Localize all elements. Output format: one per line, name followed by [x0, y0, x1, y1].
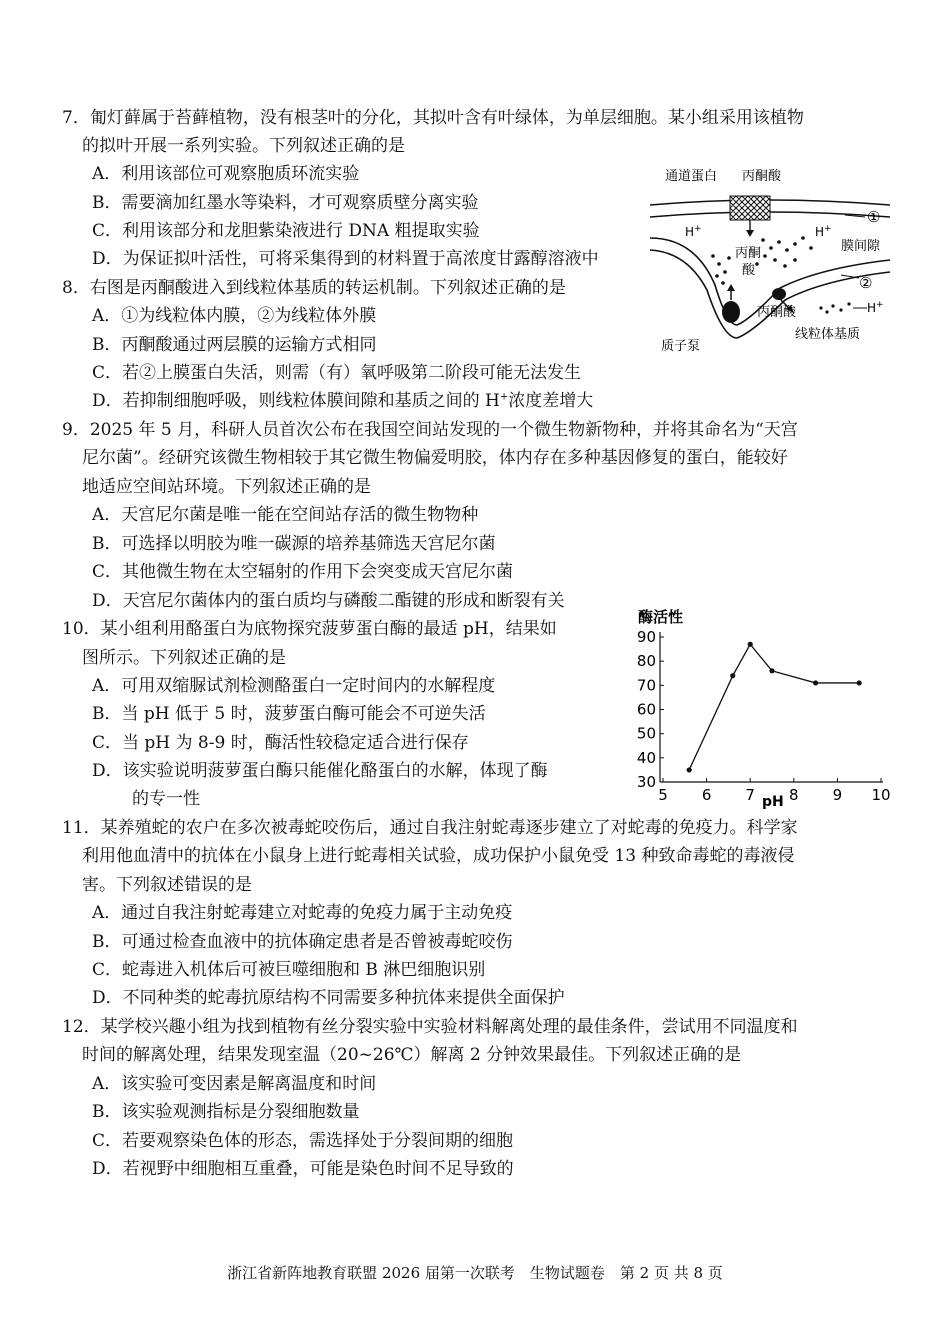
x-tick-label: 7: [745, 786, 755, 804]
q11-option-a: A．通过自我注射蛇毒建立对蛇毒的免疫力属于主动免疫: [92, 903, 513, 923]
x-tick-label: 10: [871, 786, 891, 804]
q8-option-d: [92, 390, 593, 412]
q9-option-c: C．其他微生物在太空辐射的作用下会突变成天宫尼尔菌: [92, 562, 514, 582]
label-h-matrix: H+: [867, 300, 884, 315]
q10-stem-line-1: 10．某小组利用酪蛋白为底物探究菠萝蛋白酶的最适 pH，结果如: [62, 619, 557, 639]
label-pyruvate-mid-1: 丙酮: [735, 246, 762, 261]
q11-option-b: B．可通过检查血液中的抗体确定患者是否曾被毒蛇咬伤: [92, 932, 513, 952]
label-h-left: H+: [685, 224, 702, 239]
q12-option-c: C．若要观察染色体的形态，需选择处于分裂间期的细胞: [92, 1131, 514, 1151]
q11-option-d: D．不同种类的蛇毒抗原结构不同需要多种抗体来提供全面保护: [92, 988, 565, 1008]
x-tick-label: 6: [701, 786, 712, 804]
q12-option-b: B．该实验观测指标是分裂细胞数量: [92, 1102, 360, 1122]
q10-option-b: B．当 pH 低于 5 时，菠萝蛋白酶可能会不可逆失活: [92, 704, 486, 724]
q7-option-d: D．为保证拟叶活性，可将采集得到的材料置于高浓度甘露醇溶液中: [92, 249, 599, 269]
q8-option-d-text: D．若抑制细胞呼吸，则线粒体膜间隙和基质之间的 H: [92, 391, 500, 411]
q10-option-c: C．当 pH 为 8-9 时，酶活性较稳定适合进行保存: [92, 733, 469, 753]
label-outer-membrane-1: ①: [867, 208, 881, 226]
inner-membrane-inner: [650, 250, 890, 338]
proton-pump: [722, 301, 740, 323]
q9-option-a: A．天宫尼尔菌是唯一能在空间站存活的微生物物种: [92, 505, 479, 525]
data-point: [769, 668, 774, 673]
label-matrix: 线粒体基质: [795, 327, 861, 342]
q10-stem-line-2: 图所示。下列叙述正确的是: [82, 648, 286, 668]
q12-option-a: A．该实验可变因素是解离温度和时间: [92, 1074, 377, 1094]
q10-option-d: D．该实验说明菠萝蛋白酶只能催化酪蛋白的水解，体现了酶: [92, 761, 548, 781]
proton-pump-arrowhead: [727, 284, 735, 291]
y-tick-label: 30: [636, 773, 656, 791]
page-footer: 浙江省新阵地教育联盟 2026 届第一次联考 生物试题卷 第 2 页 共 8 页: [227, 1264, 723, 1282]
data-point: [857, 680, 862, 685]
q11-stem-line-1: 11．某养殖蛇的农户在多次被毒蛇咬伤后，通过自我注射蛇毒逐步建立了对蛇毒的免疫力。科学家: [62, 818, 798, 838]
y-tick-label: 90: [636, 628, 656, 646]
y-tick-label: 70: [636, 676, 656, 695]
data-point: [730, 673, 735, 678]
data-point: [813, 680, 818, 685]
q12-option-d: D．若视野中细胞相互重叠，可能是染色时间不足导致的: [92, 1159, 514, 1179]
q9-stem-line-3: 地适应空间站环境。下列叙述正确的是: [82, 477, 371, 497]
y-tick-label: 80: [636, 652, 656, 671]
q11-stem-line-2: 利用他血清中的抗体在小鼠身上进行蛇毒相关试验，成功保护小鼠免受 13 种致命毒蛇的毒液侵: [82, 846, 795, 866]
q8-option-c: C．若②上膜蛋白失活，则需（有）氧呼吸第二阶段可能无法发生: [92, 363, 582, 383]
label-pyruvate-mid-2: 酸: [742, 263, 756, 278]
y-tick-label: 50: [636, 724, 656, 743]
pyruvate-transport-diagram: [645, 160, 895, 355]
q8-stem: 8．右图是丙酮酸进入到线粒体基质的转运机制。下列叙述正确的是: [62, 278, 566, 298]
q9-stem-line-2: 尼尔菌”。经研究该微生物相较于其它微生物偏爱明胶，体内存在多种基因修复的蛋白，能较好: [82, 448, 788, 468]
q7-option-c: C．利用该部分和龙胆紫染液进行 DNA 粗提取实验: [92, 221, 480, 241]
q7-option-a: A．利用该部位可观察胞质环流实验: [92, 164, 360, 184]
q7-option-b: B．需要滴加红墨水等染料，才可观察质壁分离实验: [92, 193, 479, 213]
q9-option-b: B．可选择以明胶为唯一碳源的培养基筛选天宫尼尔菌: [92, 534, 496, 554]
q8-option-a: A．①为线粒体内膜，②为线粒体外膜: [92, 306, 377, 326]
label-proton-pump: 质子泵: [661, 339, 701, 354]
pyruvate-dots: [711, 236, 813, 285]
label-pyruvate-bottom: 丙酮酸: [757, 305, 797, 320]
q11-stem-line-3: 害。下列叙述错误的是: [82, 875, 252, 895]
label-channel-protein: 通道蛋白: [665, 169, 718, 184]
q8-option-b: B．丙酮酸通过两层膜的运输方式相同: [92, 335, 377, 355]
label-h-right: H+: [815, 224, 832, 239]
q9-option-d: D．天宫尼尔菌体内的蛋白质均与磷酸二酯键的形成和断裂有关: [92, 591, 565, 611]
label-pyruvate-top: 丙酮酸: [742, 169, 782, 184]
matrix-dots: [819, 302, 850, 313]
chart-title: 酶活性: [638, 608, 684, 626]
label-intermembrane: 膜间隙: [841, 239, 881, 254]
q8-option-d-tail: 浓度差增大: [508, 391, 594, 411]
x-tick-label: 8: [789, 786, 799, 804]
q10-option-d-cont: 的专一性: [132, 789, 200, 809]
q7-stem-line-1: 7．匍灯藓属于苔藓植物，没有根茎叶的分化，其拟叶含有叶绿体，为单层细胞。某小组采用该植物: [62, 108, 804, 128]
data-point: [687, 767, 692, 772]
x-tick-label: 5: [658, 786, 668, 804]
x-axis-label: pH: [762, 794, 784, 810]
y-tick-label: 40: [636, 748, 656, 767]
q9-stem-line-1: 9．2025 年 5 月，科研人员首次公布在我国空间站发现的一个微生物新物种，并将其命名为“天宫: [62, 420, 798, 440]
q12-stem-line-1: 12．某学校兴趣小组为找到植物有丝分裂实验中实验材料解离处理的最佳条件，尝试用不同温度和: [62, 1017, 798, 1037]
q12-stem-line-2: 时间的解离处理，结果发现室温（20~26℃）解离 2 分钟效果最佳。下列叙述正确的是: [82, 1045, 742, 1065]
activity-line: [689, 644, 859, 770]
enzyme-activity-chart: [628, 600, 900, 812]
q10-option-a: A．可用双缩脲试剂检测酪蛋白一定时间内的水解程度: [92, 676, 496, 696]
y-tick-label: 60: [636, 700, 656, 719]
data-point: [748, 642, 753, 647]
q11-option-c: C．蛇毒进入机体后可被巨噬细胞和 B 淋巴细胞识别: [92, 960, 486, 980]
q7-stem-line-2: 的拟叶开展一系列实验。下列叙述正确的是: [82, 136, 405, 156]
x-tick-label: 9: [832, 786, 843, 804]
label-inner-membrane-2: ②: [859, 274, 873, 292]
q8-option-d-sup: +: [499, 391, 509, 403]
channel-arrowhead: [746, 230, 754, 237]
